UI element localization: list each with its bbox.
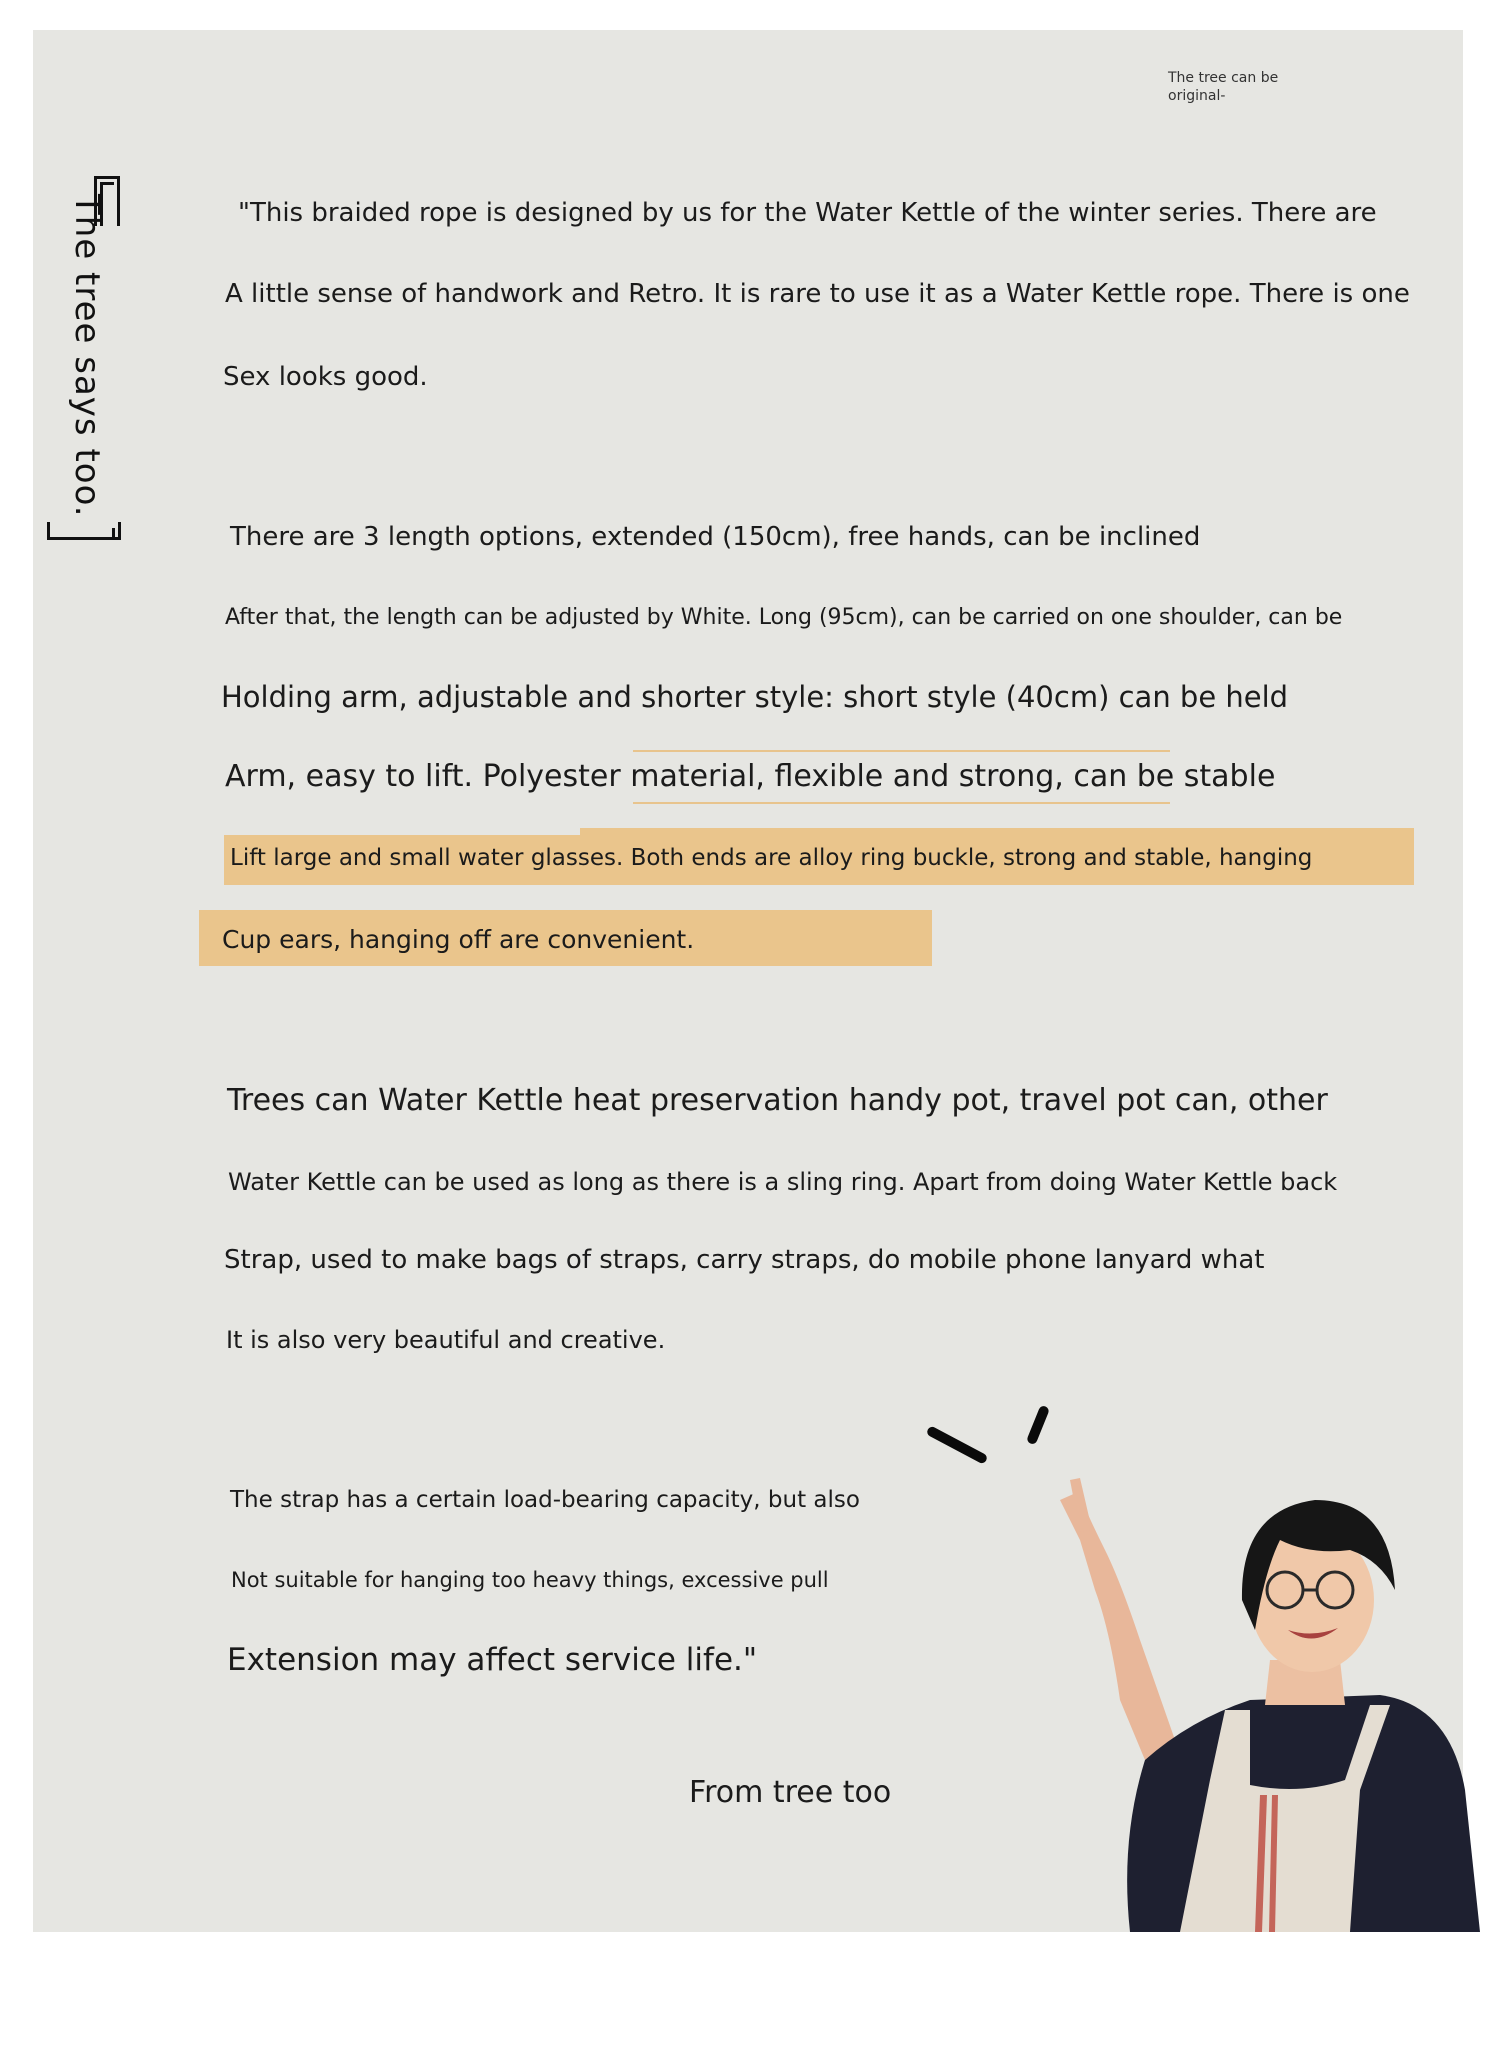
highlight-underline-top [633,750,1170,752]
p3-line-2: Water Kettle can be used as long as there is a sling ring. Apart from doing Water Kettle back [228,1168,1338,1196]
p3-line-3: Strap, used to make bags of straps, carry straps, do mobile phone lanyard what [224,1245,1265,1275]
pointing-arm [1060,1492,1175,1760]
p2-line-1: There are 3 length options, extended (150cm), free hands, can be inclined [230,522,1201,552]
p2-line-5: Lift large and small water glasses. Both ends are alloy ring buckle, strong and stable, hanging [230,845,1313,871]
p2-line-3: Holding arm, adjustable and shorter style: short style (40cm) can be held [221,680,1289,714]
p4-line-2: Not suitable for hanging too heavy things, excessive pull [231,1568,829,1592]
title-bracket-bottom-inner [53,528,115,540]
p2-line-4: Arm, easy to lift. Polyester material, flexible and strong, can be stable [225,759,1276,794]
corner-note: The tree can be original- [1168,70,1279,104]
p2-line-2: After that, the length can be adjusted by White. Long (95cm), can be carried on one shoulder, can be [225,605,1343,630]
highlight-underline-bottom [633,802,1170,804]
p4-line-1: The strap has a certain load-bearing capacity, but also [230,1487,860,1513]
side-title-text: The tree says too. [67,194,107,518]
p4-line-3: Extension may affect service life." [227,1642,758,1678]
side-title [67,178,178,518]
person-photo [1050,1460,1480,1932]
p3-line-4: It is also very beautiful and creative. [226,1326,666,1354]
p1-line-2: A little sense of handwork and Retro. It is rare to use it as a Water Kettle rope. There is one [225,279,1410,309]
p1-line-3: Sex looks good. [223,362,428,392]
signature: From tree too [689,1775,892,1810]
p1-line-1: "This braided rope is designed by us for the Water Kettle of the winter series. There are [238,198,1377,228]
p3-line-1: Trees can Water Kettle heat preservation handy pot, travel pot can, other [227,1083,1328,1118]
p2-line-6: Cup ears, hanging off are convenient. [222,925,695,954]
